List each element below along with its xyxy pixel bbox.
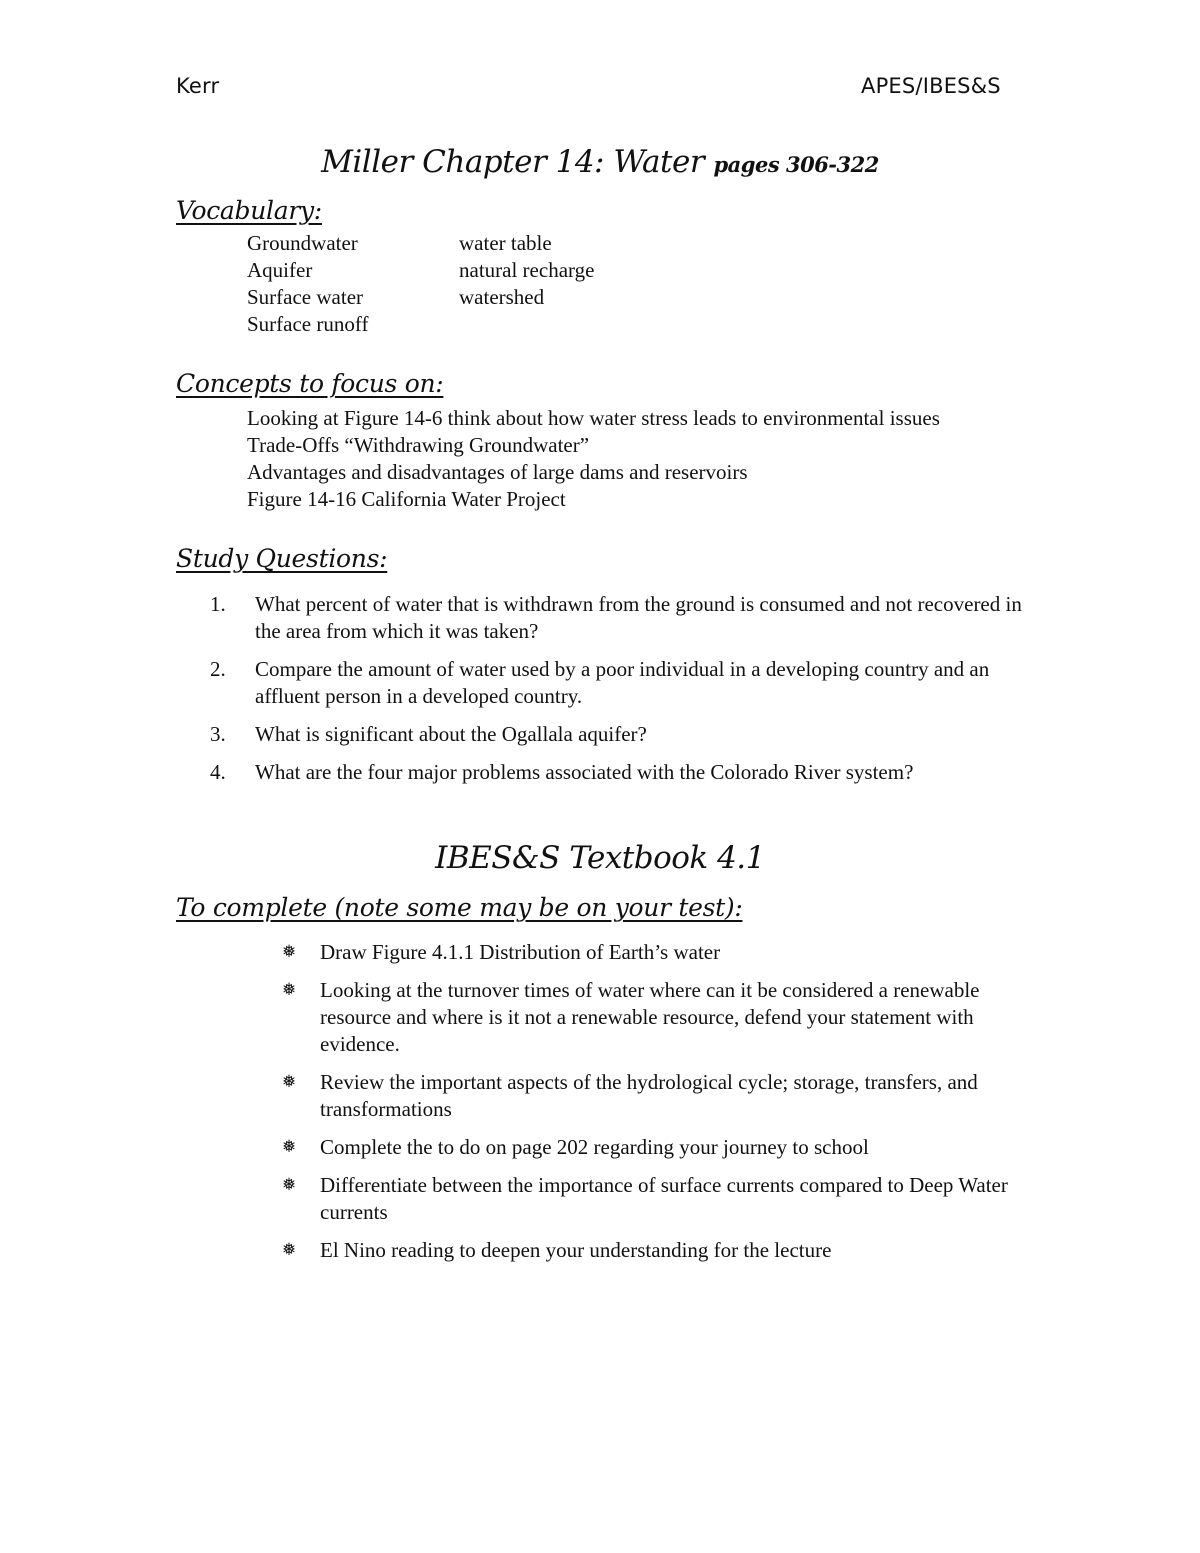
question-number: 1. (210, 592, 226, 616)
textbook-task-list (280, 939, 1040, 1275)
vocab-term: Groundwater (247, 231, 358, 255)
header-course: APES/IBES&S (861, 74, 1001, 98)
study-questions-list (210, 591, 1030, 797)
question-text: What percent of water that is withdrawn from the ground is consumed and not recovered in the area from which it was taken? (255, 592, 1022, 643)
concept-item: Trade-Offs “Withdrawing Groundwater” (247, 433, 590, 457)
textbook-title: IBES&S Textbook 4.1 (435, 840, 765, 876)
question-text: What are the four major problems associated with the Colorado River system? (255, 760, 914, 784)
question-number: 2. (210, 657, 226, 681)
question-number: 4. (210, 760, 226, 784)
question-text: What is significant about the Ogallala aquifer? (255, 722, 647, 746)
snowflake-bullet-icon: ❅ (282, 1072, 297, 1092)
snowflake-bullet-icon: ❅ (282, 1175, 297, 1195)
question-item (210, 656, 1030, 710)
vocabulary-heading: Vocabulary: (176, 196, 322, 225)
header-author: Kerr (176, 74, 220, 98)
concept-item: Advantages and disadvantages of large dams and reservoirs (247, 460, 748, 484)
task-item (280, 1172, 1040, 1226)
vocab-term: water table (459, 231, 552, 255)
snowflake-bullet-icon: ❅ (282, 1137, 297, 1157)
task-text: Draw Figure 4.1.1 Distribution of Earth’s water (320, 940, 721, 964)
page-title (0, 144, 1200, 180)
vocab-term: Aquifer (247, 258, 313, 282)
page-title-main: Miller Chapter 14: Water (321, 144, 714, 180)
concepts-list (247, 405, 940, 513)
vocab-term: Surface runoff (247, 312, 369, 336)
task-item (280, 1237, 1040, 1264)
snowflake-bullet-icon: ❅ (282, 942, 297, 962)
concepts-heading: Concepts to focus on: (176, 369, 444, 398)
vocab-term: Surface water (247, 285, 364, 309)
question-number: 3. (210, 722, 226, 746)
snowflake-bullet-icon: ❅ (282, 980, 297, 1000)
page-title-pages: pages 306-322 (713, 152, 879, 177)
vocabulary-list (247, 230, 679, 338)
question-item (210, 591, 1030, 645)
task-text: Review the important aspects of the hydrological cycle; storage, transfers, and transformations (320, 1070, 978, 1121)
textbook-heading: To complete (note some may be on your test): (176, 893, 743, 922)
concept-item: Figure 14-16 California Water Project (247, 487, 566, 511)
task-item (280, 939, 1040, 966)
task-text: Looking at the turnover times of water where can it be considered a renewable resource and where is it not a renewable resource, defend your statement with evidence. (320, 978, 980, 1056)
vocab-term: natural recharge (459, 258, 595, 282)
study-questions-heading: Study Questions: (176, 544, 388, 573)
task-text: El Nino reading to deepen your understanding for the lecture (320, 1238, 832, 1262)
concept-item: Looking at Figure 14-6 think about how water stress leads to environmental issues (247, 406, 940, 430)
question-item (210, 721, 1030, 748)
snowflake-bullet-icon: ❅ (282, 1240, 297, 1260)
task-text: Complete the to do on page 202 regarding your journey to school (320, 1135, 869, 1159)
question-text: Compare the amount of water used by a poor individual in a developing country and an affluent person in a developed country. (255, 657, 990, 708)
task-text: Differentiate between the importance of surface currents compared to Deep Water currents (320, 1173, 1008, 1224)
task-item (280, 1069, 1040, 1123)
task-item (280, 977, 1040, 1058)
vocab-term: watershed (459, 285, 545, 309)
question-item (210, 759, 1030, 786)
task-item (280, 1134, 1040, 1161)
